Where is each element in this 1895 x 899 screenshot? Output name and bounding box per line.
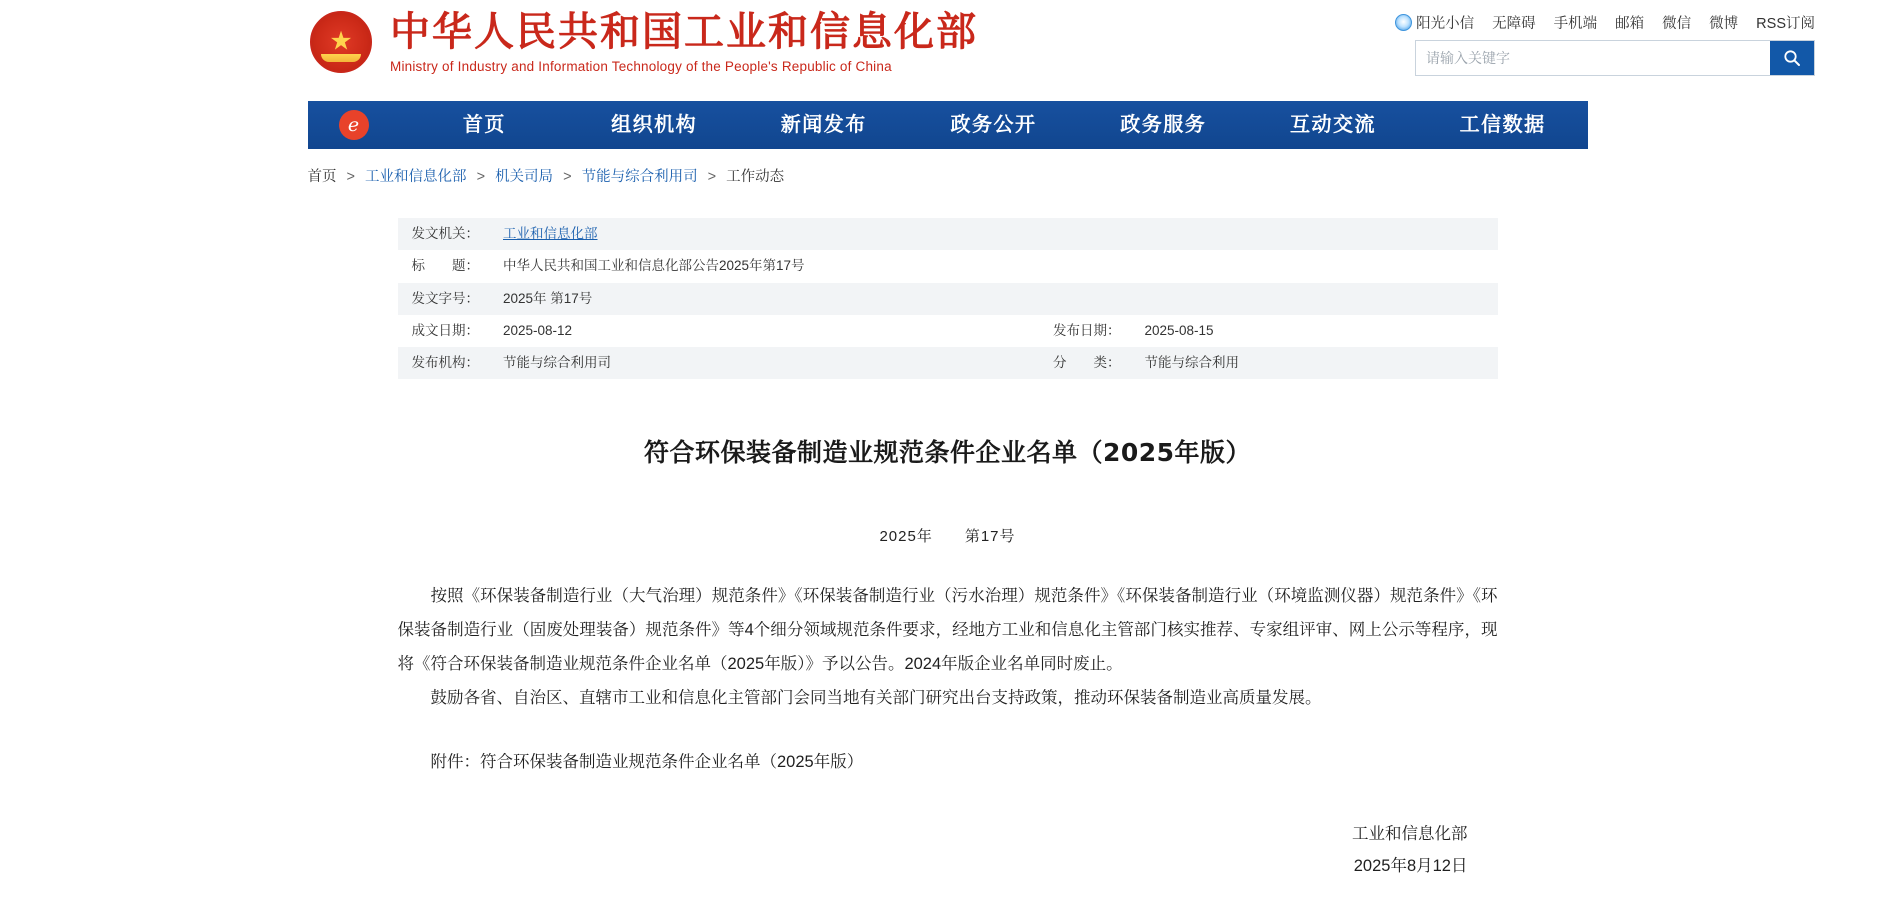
nav-item-government-affairs[interactable] [909,101,1079,149]
breadcrumb-item-ministry[interactable]: 工业和信息化部 [365,169,467,185]
table-row [398,218,1498,250]
nav-item-organization[interactable] [569,101,739,149]
meta-value [489,218,1498,250]
meta-label: 发文字号： [398,283,490,315]
utility-link-rss[interactable]: RSS订阅 [1756,16,1815,32]
nav-link-label[interactable]: 首页 [462,114,506,136]
nav-link-label[interactable]: 组织机构 [611,114,698,136]
nav-item-interaction[interactable] [1248,101,1418,149]
table-row [398,315,1498,347]
nav-link-label[interactable]: 政务公开 [950,114,1037,136]
meta-value: 2025-08-15 [1144,322,1214,338]
meta-value: 中华人民共和国工业和信息化部公告2025年第17号 [503,258,805,274]
breadcrumb-item-energy-division[interactable]: 节能与综合利用司 [581,169,698,185]
document-content [308,218,1588,882]
utility-link-weibo[interactable]: 微博 [1709,16,1739,32]
site-brand[interactable] [310,10,978,74]
document-number: 2025年 第17号 [879,528,1016,546]
search-icon [1783,49,1801,67]
breadcrumb [308,165,1588,186]
utility-link-mobile[interactable]: 手机端 [1553,16,1598,32]
meta-label: 标 题： [411,258,479,274]
meta-label: 发布日期： [1053,322,1121,338]
breadcrumb-separator: > [563,169,572,185]
breadcrumb-item-home[interactable]: 首页 [307,169,337,185]
breadcrumb-item-current: 工作动态 [726,169,785,185]
search-button[interactable] [1770,41,1814,75]
utility-links [1395,12,1815,33]
breadcrumb-item-departments[interactable]: 机关司局 [495,169,554,185]
nav-link-label[interactable]: 工信数据 [1459,114,1546,136]
site-title-cn: 中华人民共和国工业和信息化部 [390,8,978,55]
site-title-en: Ministry of Industry and Information Technology of the People's Republic of China [390,58,892,74]
meta-label: 分 类： [1039,347,1131,379]
national-emblem-icon [310,11,372,73]
meta-label: 发布机构： [398,347,490,379]
meta-value: 节能与综合利用司 [489,347,1039,379]
table-row [398,347,1498,379]
nav-item-services[interactable] [1078,101,1248,149]
meta-value: 2025-08-12 [503,322,573,338]
main-navigation [308,101,1588,149]
nav-link-label[interactable]: 新闻发布 [780,114,867,136]
page-title: 符合环保装备制造业规范条件企业名单（2025年版） [643,438,1252,468]
meta-label: 发文机关： [398,218,490,250]
meta-label: 成文日期： [411,322,479,338]
utility-link-sunshine[interactable] [1395,12,1474,33]
meta-value: 2025年 第17号 [489,283,1498,315]
signature-organization: 工业和信息化部 [1352,825,1468,844]
nav-link-label[interactable]: 政务服务 [1120,114,1207,136]
meta-value-link[interactable]: 工业和信息化部 [503,226,598,241]
site-header [0,0,1895,95]
breadcrumb-separator: > [707,169,717,185]
document-signature [398,819,1498,882]
document-paragraph: 按照《环保装备制造行业（大气治理）规范条件》《环保装备制造行业（污水治理）规范条件》《环保装备制造行业（环境监测仪器）规范条件》《环保装备制造行业（固废处理装备）规范条件》等4个细分领域规范条件要求，经地方工业和信息化主管部门核实推荐、专家组评审、网上公示等程序，现将《符合环保装备制造业规范条件企业名单（2025年版）》予以公告。2024年版企业名单同时废止。 [397,587,1498,673]
nav-link-label[interactable]: 互动交流 [1289,114,1376,136]
breadcrumb-separator: > [476,169,486,185]
nav-logo[interactable] [308,110,400,140]
breadcrumb-separator: > [346,169,355,185]
search-input[interactable] [1416,41,1770,75]
document-body [398,580,1498,779]
signature-date: 2025年8月12日 [1353,856,1468,875]
document-attachment: 附件：符合环保装备制造业规范条件企业名单（2025年版） [430,752,864,771]
utility-link-accessibility[interactable]: 无障碍 [1492,16,1536,32]
nav-item-news[interactable] [739,101,909,149]
nav-item-home[interactable] [400,101,570,149]
utility-link-wechat[interactable]: 微信 [1662,16,1692,32]
utility-link-label[interactable]: 阳光小信 [1416,16,1475,32]
meta-value: 节能与综合利用 [1131,347,1498,379]
search-box[interactable] [1415,40,1815,76]
site-logo-icon [339,110,369,140]
document-meta-table [398,218,1498,379]
document-paragraph: 鼓励各省、自治区、直辖市工业和信息化主管部门会同当地有关部门研究出台支持政策，推动环保装备制造业高质量发展。 [430,688,1322,707]
utility-link-mail[interactable]: 邮箱 [1615,16,1645,32]
sun-icon [1395,14,1412,31]
table-row [398,283,1498,315]
table-row [398,250,1498,282]
nav-item-data[interactable] [1418,101,1588,149]
